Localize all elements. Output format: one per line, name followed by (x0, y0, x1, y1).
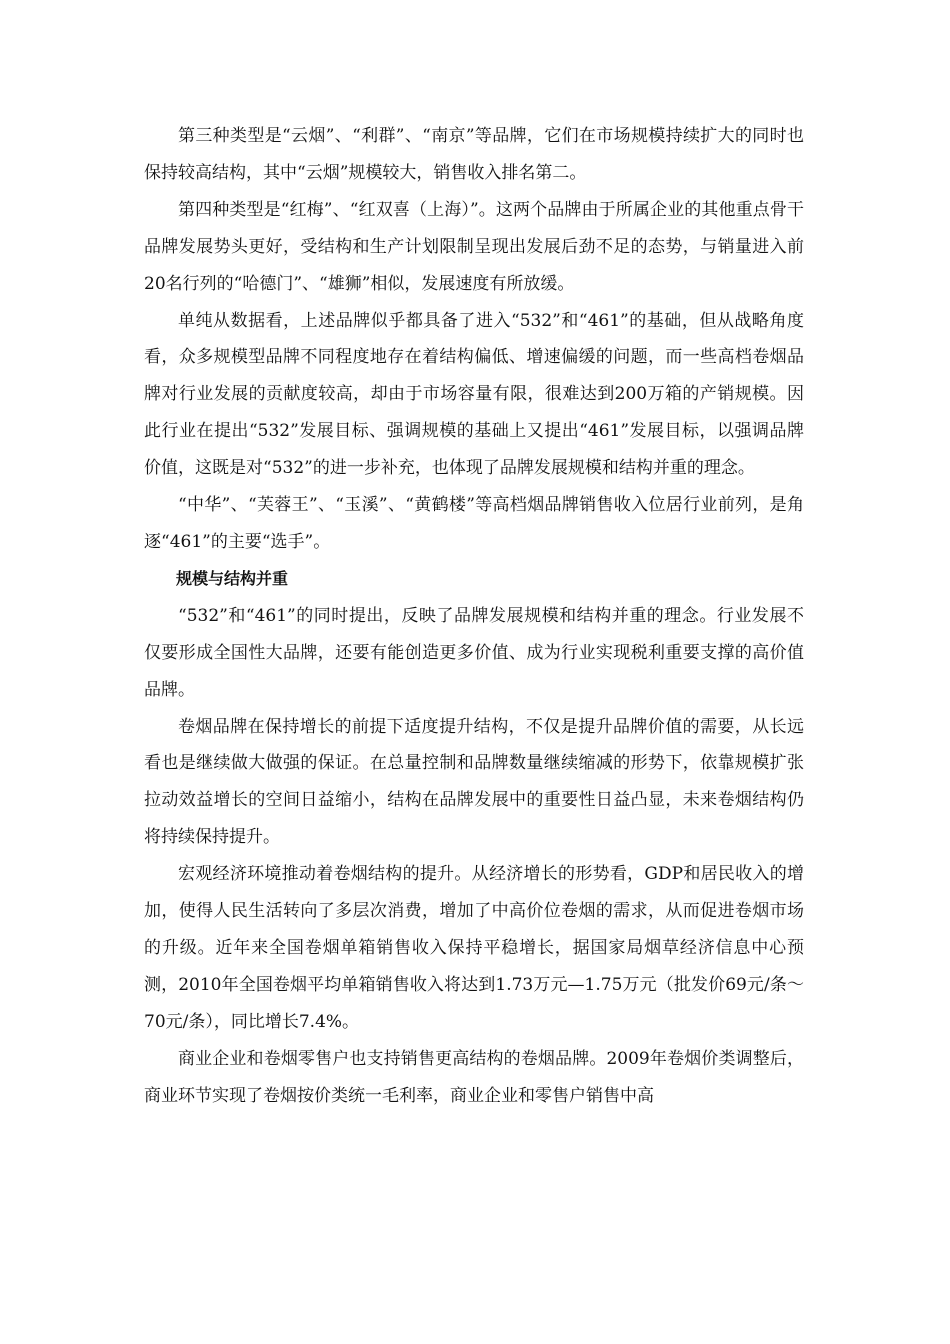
paragraph-type-three: 第三种类型是“云烟”、“利群”、“南京”等品牌，它们在市场规模持续扩大的同时也保持较高结构，其中“云烟”规模较大，销售收入排名第二。 (144, 126, 804, 183)
paragraph-brand-growth: 卷烟品牌在保持增长的前提下适度提升结构，不仅是提升品牌价值的需要，从长远看也是继续做大做强的保证。在总量控制和品牌数量继续缩减的形势下，依靠规模扩张拉动效益增长的空间日益缩小，结构在品牌发展中的重要性日益凸显，未来卷烟结构仍将持续保持提升。 (144, 716, 804, 848)
paragraph-premium-brands: “中华”、“芙蓉王”、“玉溪”、“黄鹤楼”等高档烟品牌销售收入位居行业前列，是角逐“461”的主要“选手”。 (144, 495, 804, 552)
paragraph-commercial-retail: 商业企业和卷烟零售户也支持销售更高结构的卷烟品牌。2009年卷烟价类调整后，商业环节实现了卷烟按价类统一毛利率，商业企业和零售户销售中高 (144, 1048, 804, 1106)
paragraph-type-four: 第四种类型是“红梅”、“红双喜（上海）”。这两个品牌由于所属企业的其他重点骨干品牌发展势头更好，受结构和生产计划限制呈现出发展后劲不足的态势，与销量进入前20名行列的“哈德门”、“雄狮”相似，发展速度有所放缓。 (144, 199, 804, 294)
paragraph-macro-economy: 宏观经济环境推动着卷烟结构的提升。从经济增长的形势看，GDP和居民收入的增加，使得人民生活转向了多层次消费，增加了中高价位卷烟的需求，从而促进卷烟市场的升级。近年来全国卷烟单箱销售收入保持平稳增长，据国家局烟草经济信息中心预测，2010年全国卷烟平均单箱销售收入将达到1.73万元—1.75万元（批发价69元/条～70元/条），同比增长7.4%。 (144, 864, 804, 1032)
section-heading: 规模与结构并重 (176, 568, 289, 588)
document-body (144, 118, 804, 1114)
paragraph-scale-structure: “532”和“461”的同时提出，反映了品牌发展规模和结构并重的理念。行业发展不仅要形成全国性大品牌，还要有能创造更多价值、成为行业实现税利重要支撑的高价值品牌。 (144, 605, 804, 700)
paragraph-data-analysis: 单纯从数据看，上述品牌似乎都具备了进入“532”和“461”的基础，但从战略角度看，众多规模型品牌不同程度地存在着结构偏低、增速偏缓的问题，而一些高档卷烟品牌对行业发展的贡献度较高，却由于市场容量有限，很难达到200万箱的产销规模。因此行业在提出“532”发展目标、强调规模的基础上又提出“461”发展目标，以强调品牌价值，这既是对“532”的进一步补充，也体现了品牌发展规模和结构并重的理念。 (144, 310, 804, 479)
